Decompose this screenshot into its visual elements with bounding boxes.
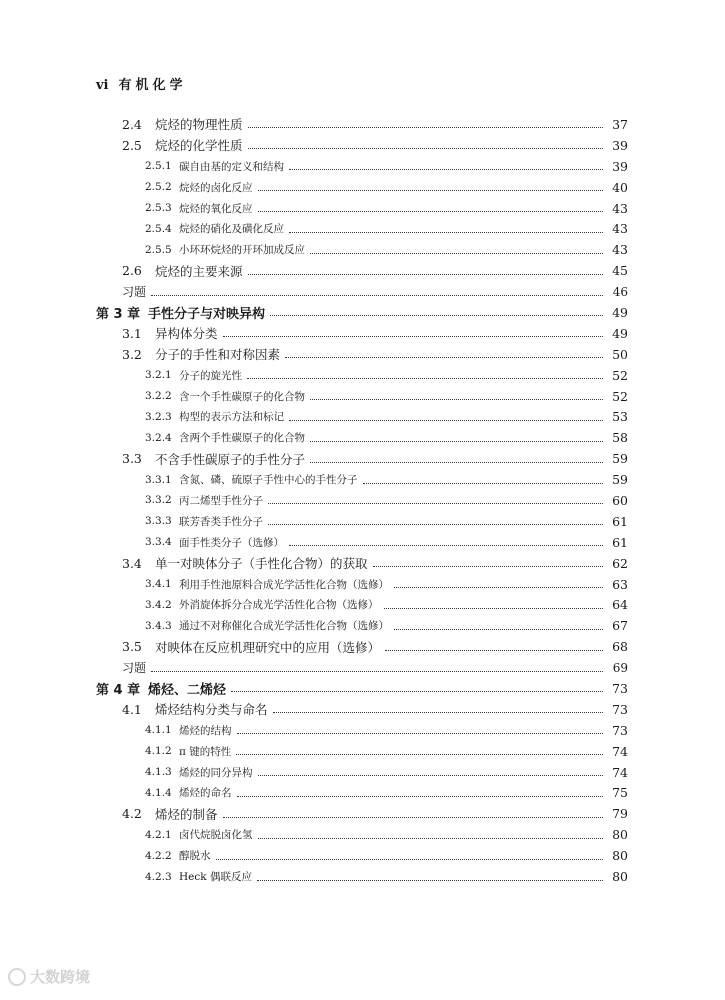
toc-entry-title: 联芳香类手性分子 [179,515,263,528]
toc-entry-page: 49 [612,304,628,320]
toc-entry-sub [0,741,725,762]
toc-entry-number: 4.2 [122,806,142,822]
dot-leader [258,774,604,776]
toc-entry-sub [0,218,725,239]
toc-entry-page: 73 [612,680,628,696]
toc-entry-title: 醇脱水 [179,850,211,863]
toc-entry-number: 3.4.1 [145,578,172,591]
toc-entry-sub [0,427,725,448]
dot-leader [363,482,604,484]
toc-entry-page: 61 [612,513,628,529]
toc-entry-section [0,114,725,135]
toc-entry-section [0,636,725,657]
toc-entry-chapter [0,678,725,699]
toc-entry-sub [0,574,725,595]
toc-entry-page: 50 [612,346,628,362]
toc-entry-sub [0,406,725,427]
toc-entry-page: 43 [612,221,628,237]
toc-entry-title: 面手性类分子（选修） [179,536,284,549]
toc-entry-page: 43 [612,200,628,216]
toc-entry-page: 79 [612,806,628,822]
toc-entry-page: 59 [612,451,628,467]
toc-entry-section [0,803,725,824]
toc-entry-page: 39 [612,158,628,174]
toc-entry-page: 39 [612,137,628,153]
toc-entry-section [0,699,725,720]
toc-entry-sub [0,532,725,553]
toc-entry-title: 习题 [122,661,147,676]
dot-leader [258,189,604,191]
dot-leader [223,335,603,337]
toc-entry-page: 73 [612,701,628,717]
toc-entry-title: 烷烃的硝化及磺化反应 [179,223,284,236]
toc-entry-page: 60 [612,492,628,508]
dot-leader [385,649,603,651]
toc-entry-number: 3.3.4 [145,536,172,549]
toc-entry-title: π 键的特性 [179,745,232,758]
toc-entry-title: 分子的旋光性 [179,369,242,382]
toc-entry-title: 外消旋体拆分合成光学活性化合物（选修） [179,599,379,612]
toc-entry-number: 3.3.1 [145,473,172,486]
toc-entry-sub [0,198,725,219]
toc-entry-number: 3.4 [122,555,142,571]
dot-leader [223,816,603,818]
dot-leader [151,670,603,672]
toc-entry-title: 小环环烷烃的开环加成反应 [179,244,305,257]
toc-entry-title: 异构体分类 [155,326,218,342]
table-of-contents [0,114,725,887]
toc-entry-page: 46 [612,284,628,299]
toc-entry-number: 第 3 章 [96,306,141,322]
toc-entry-page: 67 [612,618,628,634]
toc-entry-number: 4.1.3 [145,766,172,779]
toc-entry-number: 2.5.1 [145,160,172,173]
toc-entry-page: 52 [612,367,628,383]
toc-entry-title: 碳自由基的定义和结构 [179,160,284,173]
toc-entry-title: 烯烃结构分类与命名 [155,702,268,718]
toc-entry-title: 含氮、磷、硫原子手性中心的手性分子 [179,474,358,487]
dot-leader [289,231,603,233]
toc-entry-sub [0,866,725,887]
toc-entry-page: 75 [612,785,628,801]
toc-entry-number: 3.2.1 [145,369,172,382]
toc-entry-title: 对映体在反应机理研究中的应用（选修） [155,639,381,655]
toc-entry-sub [0,469,725,490]
toc-entry-sub [0,824,725,845]
toc-entry-number: 4.2.1 [145,828,172,841]
dot-leader [237,795,604,797]
toc-entry-page: 69 [612,660,628,675]
toc-entry-number: 第 4 章 [96,682,141,698]
watermark-text: 大数跨境 [30,968,91,986]
toc-entry-number: 3.3.3 [145,515,172,528]
toc-entry-title: 单一对映体分子（手性化合物）的获取 [155,556,368,572]
dot-leader [258,210,604,212]
toc-entry-title: 烯烃的命名 [179,787,232,800]
toc-entry-number: 3.1 [122,325,142,341]
dot-leader [268,523,603,525]
toc-entry-page: 43 [612,242,628,258]
toc-entry-title: 烷烃的物理性质 [155,117,243,133]
toc-entry-number: 4.1.2 [145,745,172,758]
toc-entry-number: 3.4.3 [145,619,172,632]
dot-leader [289,419,603,421]
toc-entry-title: 卤代烷脱卤化氢 [179,829,253,842]
toc-entry-sub [0,156,725,177]
toc-entry-page: 74 [612,764,628,780]
toc-entry-page: 37 [612,116,628,132]
dot-leader [273,711,603,713]
toc-entry-number: 4.1 [122,701,142,717]
toc-entry-page: 53 [612,409,628,425]
toc-entry-section [0,344,725,365]
dot-leader [373,565,603,567]
toc-entry-section [0,553,725,574]
toc-entry-sub [0,783,725,804]
toc-entry-number: 3.3.2 [145,494,172,507]
running-header [96,74,187,93]
toc-entry-title: 烯烃的结构 [179,724,232,737]
dot-leader [257,879,603,881]
toc-entry-page: 52 [612,388,628,404]
toc-entry-number: 4.2.3 [145,870,172,883]
toc-entry-page: 73 [612,722,628,738]
dot-leader [151,294,603,296]
toc-entry-title: 烯烃的同分异构 [179,766,253,779]
toc-entry-number: 3.5 [122,639,142,655]
toc-entry-sub [0,177,725,198]
toc-entry-chapter [0,302,725,323]
book-title: 有机化学 [118,78,187,93]
toc-entry-exercise [0,657,725,678]
toc-entry-sub [0,762,725,783]
toc-entry-page: 80 [612,827,628,843]
dot-leader [310,440,603,442]
dot-leader [248,273,603,275]
toc-entry-title: 含一个手性碳原子的化合物 [179,390,305,403]
toc-entry-number: 3.2.3 [145,410,172,423]
toc-entry-number: 4.1.1 [145,724,172,737]
toc-entry-number: 3.3 [122,451,142,467]
toc-entry-exercise [0,281,725,302]
toc-entry-number: 3.2.2 [145,390,172,403]
toc-entry-sub [0,239,725,260]
dot-leader [236,753,603,755]
toc-entry-number: 3.2 [122,346,142,362]
toc-entry-page: 58 [612,430,628,446]
toc-entry-title: 含两个手性碳原子的化合物 [179,432,305,445]
dot-leader [216,858,604,860]
toc-entry-title: 烷烃的化学性质 [155,138,243,154]
toc-entry-title: 构型的表示方法和标记 [179,411,284,424]
toc-entry-title: 烷烃的氧化反应 [179,202,253,215]
dot-leader [394,586,603,588]
toc-entry-number: 2.5.2 [145,181,172,194]
toc-entry-title: Heck 偶联反应 [179,871,252,883]
toc-entry-page: 59 [612,472,628,488]
toc-entry-sub [0,511,725,532]
dot-leader [289,168,603,170]
toc-entry-number: 2.4 [122,116,142,132]
dot-leader [310,252,603,254]
dot-leader [285,356,603,358]
toc-entry-title: 利用手性池原料合成光学活性化合物（选修） [179,578,389,591]
toc-entry-title: 丙二烯型手性分子 [179,494,263,507]
toc-entry-title: 烷烃的卤化反应 [179,181,253,194]
toc-entry-page: 45 [612,263,628,279]
toc-entry-number: 4.1.4 [145,786,172,799]
toc-entry-page: 80 [612,869,628,884]
toc-entry-sub [0,594,725,615]
dot-leader [258,837,604,839]
toc-entry-title: 手性分子与对映异构 [148,306,266,322]
toc-entry-sub [0,490,725,511]
toc-entry-section [0,448,725,469]
toc-entry-sub [0,365,725,386]
page-roman-number: vi [96,78,109,93]
toc-entry-title: 习题 [122,285,147,300]
toc-entry-page: 80 [612,848,628,864]
toc-entry-page: 61 [612,534,628,550]
toc-entry-number: 2.5.3 [145,202,172,214]
toc-entry-section [0,135,725,156]
toc-entry-page: 62 [612,555,628,571]
toc-entry-sub [0,615,725,636]
dot-leader [384,607,604,609]
dot-leader [394,628,603,630]
watermark [8,966,90,987]
toc-entry-sub [0,386,725,407]
toc-entry-title: 分子的手性和对称因素 [155,347,281,363]
toc-entry-number: 2.5.5 [145,243,172,256]
toc-entry-title: 烷烃的主要来源 [155,263,243,279]
toc-entry-page: 49 [612,325,628,341]
toc-entry-number: 3.4.2 [145,598,172,611]
toc-entry-page: 40 [612,179,628,195]
dot-leader [310,398,603,400]
toc-entry-number: 2.5.4 [145,222,172,235]
toc-entry-page: 63 [612,576,628,592]
dot-leader [270,314,603,316]
toc-entry-section [0,323,725,344]
toc-entry-number: 4.2.2 [145,849,172,862]
toc-entry-sub [0,845,725,866]
dot-leader [310,461,603,463]
toc-entry-number: 2.5 [122,137,142,153]
dot-leader [268,502,603,504]
toc-entry-page: 74 [612,743,628,759]
toc-entry-title: 烯烃的制备 [155,806,218,822]
toc-entry-title: 不含手性碳原子的手性分子 [155,451,306,467]
dot-leader [248,147,603,149]
toc-entry-page: 64 [612,597,628,613]
toc-entry-title: 通过不对称催化合成光学活性化合物（选修） [179,620,389,633]
dot-leader [237,732,604,734]
toc-entry-section [0,260,725,281]
watermark-logo-icon [8,968,26,986]
toc-entry-sub [0,720,725,741]
toc-entry-title: 烯烃、二烯烃 [148,682,227,698]
toc-entry-number: 2.6 [122,263,142,279]
toc-entry-page: 68 [612,639,628,655]
toc-entry-number: 3.2.4 [145,431,172,444]
dot-leader [289,544,603,546]
dot-leader [231,690,603,692]
dot-leader [247,377,603,379]
dot-leader [248,126,603,128]
